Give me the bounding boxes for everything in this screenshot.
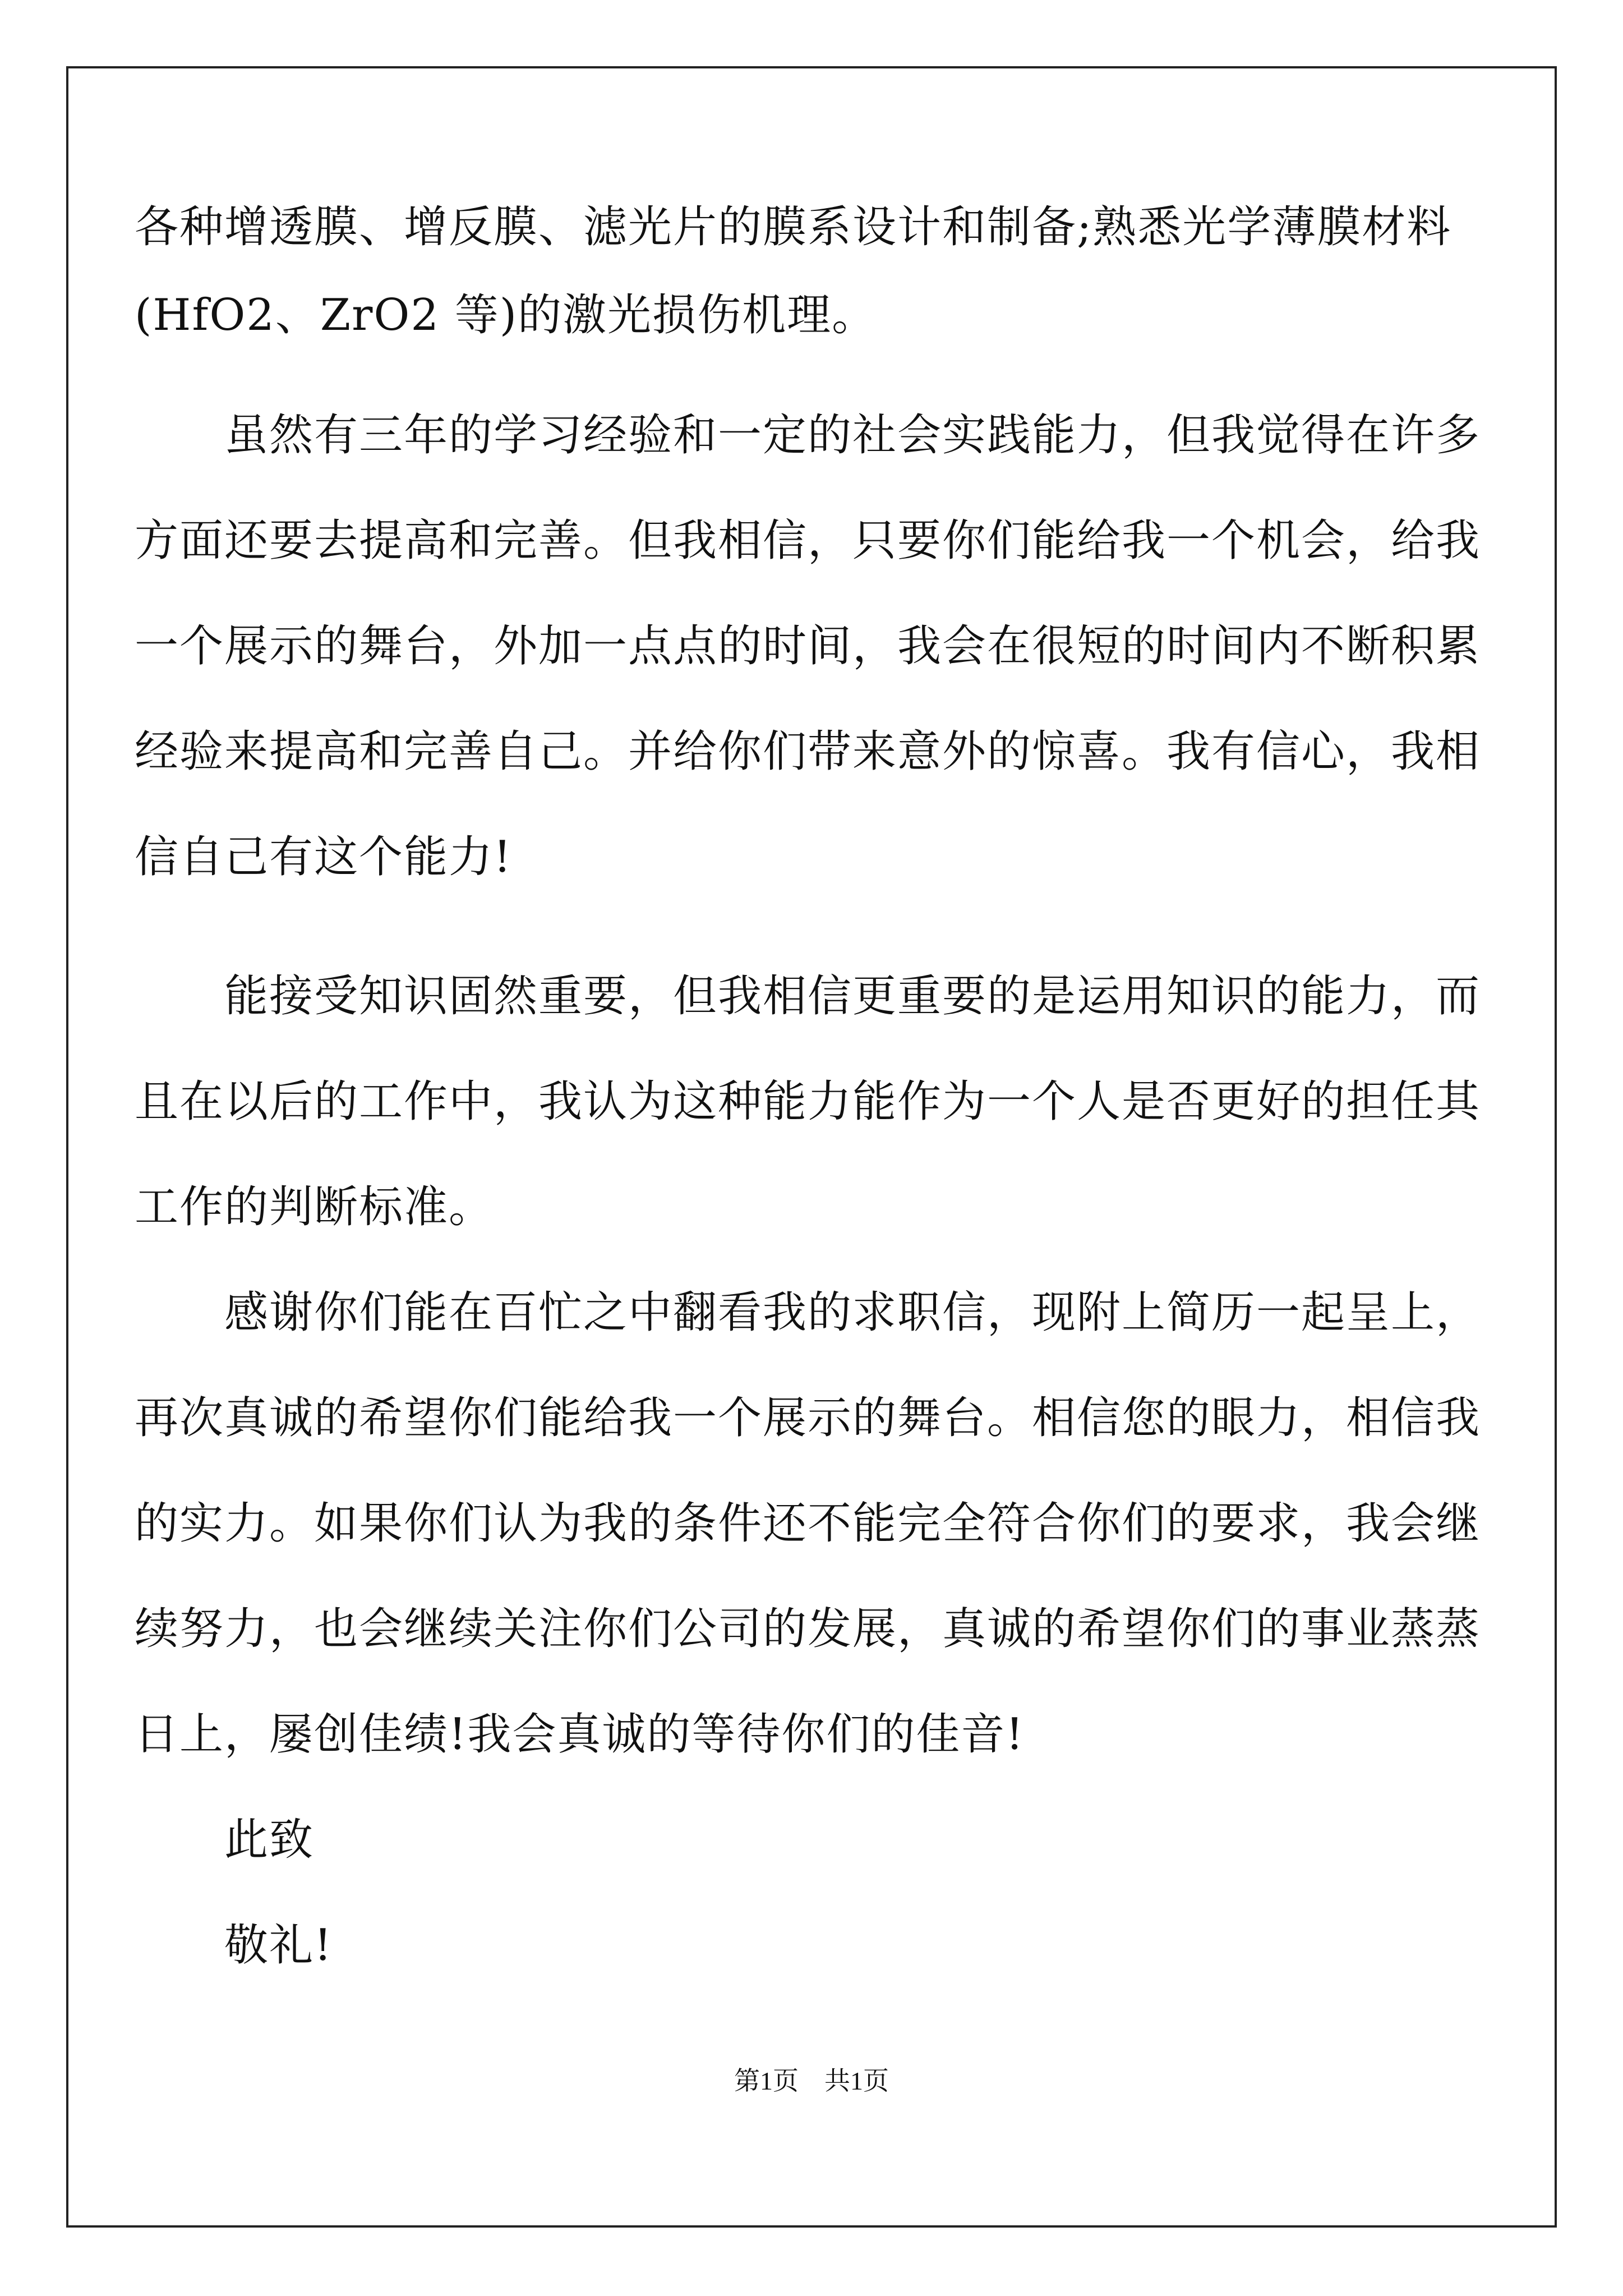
page-border (66, 66, 1557, 2228)
text-line: 经验来提高和完善自己。并给你们带来意外的惊喜。我有信心，我相 (135, 726, 1481, 777)
text-line: 虽然有三年的学习经验和一定的社会实践能力，但我觉得在许多 (135, 410, 1481, 461)
closing-salutation: 此致 (135, 1815, 315, 1865)
text-line: 一个展示的舞台，外加一点点的时间，我会在很短的时间内不断积累 (135, 621, 1481, 671)
page-number-footer: 第1页 共1页 (734, 2067, 889, 2095)
text-line: 信自己有这个能力! (135, 832, 513, 882)
text-line: 各种增透膜、增反膜、滤光片的膜系设计和制备;熟悉光学薄膜材料 (135, 202, 1452, 252)
text-line: 续努力，也会继续关注你们公司的发展，真诚的希望你们的事业蒸蒸 (135, 1604, 1481, 1654)
text-line: 能接受知识固然重要，但我相信更重要的是运用知识的能力，而 (135, 971, 1481, 1022)
text-line: 且在以后的工作中，我认为这种能力能作为一个人是否更好的担任其 (135, 1076, 1481, 1127)
closing-regards: 敬礼! (135, 1920, 333, 1971)
text-line: 工作的判断标准。 (135, 1182, 494, 1232)
text-line: 日上，屡创佳绩!我会真诚的等待你们的佳音! (135, 1709, 1025, 1760)
text-line: 方面还要去提高和完善。但我相信，只要你们能给我一个机会，给我 (135, 516, 1481, 566)
text-line: 感谢你们能在百忙之中翻看我的求职信，现附上简历一起呈上， (135, 1287, 1481, 1338)
text-line: 再次真诚的希望你们能给我一个展示的舞台。相信您的眼力，相信我 (135, 1393, 1481, 1443)
text-line: 的实力。如果你们认为我的条件还不能完全符合你们的要求，我会继 (135, 1498, 1481, 1549)
text-line: (HfO2、ZrO2 等)的激光损伤机理。 (135, 290, 877, 341)
